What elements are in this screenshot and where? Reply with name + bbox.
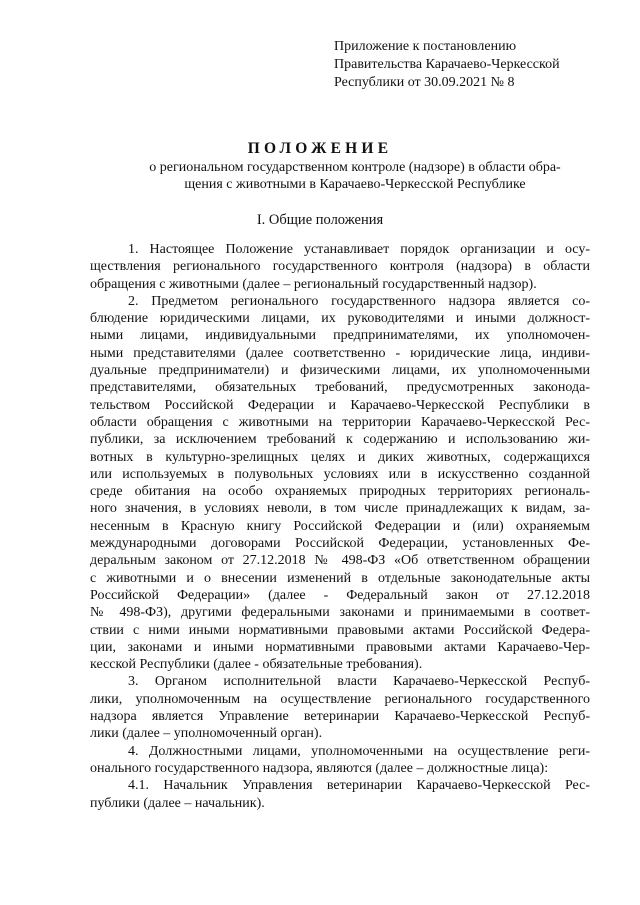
- paragraph-line: онального государственного надзора, являются (далее – должностные лица):: [90, 760, 549, 776]
- paragraph-line: международными договорами Российской Федерации, установленных Фе-: [90, 536, 590, 552]
- section-heading: I. Общие положения: [256, 212, 384, 228]
- subtitle-line: о региональном государственном контроле (надзоре) в области обра-: [149, 160, 561, 175]
- paragraph: [90, 743, 590, 778]
- paragraph: [90, 673, 590, 742]
- paragraph-line: представителями, обязательных требований, предусмотренных законода-: [90, 380, 590, 396]
- paragraph-line: 4.1. Начальник Управления ветеринарии Карачаево-Черкесской Рес-: [128, 778, 590, 794]
- paragraph-line: деральным законом от 27.12.2018 № 498-ФЗ «Об ответственном обращении: [90, 553, 590, 569]
- paragraph: [90, 241, 590, 293]
- paragraph-line: среде обитания на особо охраняемых природных территориях региональ-: [90, 484, 590, 500]
- paragraph-line: публики, за исключением требований к содержанию и использованию жи-: [90, 432, 590, 448]
- document-body: [90, 241, 590, 812]
- paragraph: [90, 293, 590, 674]
- paragraph-line: ного значения, в условиях неволи, в том числе принадлежащих к видам, за-: [90, 501, 590, 517]
- paragraph-line: области обращения с животными на территории Карачаево-Черкесской Рес-: [90, 414, 590, 430]
- paragraph-line: публики (далее – начальник).: [90, 795, 265, 811]
- paragraph-line: несенным в Красную книгу Российской Федерации и (или) охраняемым: [90, 518, 590, 534]
- paragraph-line: 4. Должностными лицами, уполномоченными на осуществление реги-: [128, 743, 590, 759]
- paragraph-line: лики (далее – уполномоченный орган).: [90, 726, 323, 742]
- paragraph-line: с животными и о внесении изменений в отдельные законодательные акты: [90, 570, 590, 586]
- paragraph-line: дуальные предприниматели) и физическими лицами, их уполномоченными: [90, 363, 590, 379]
- paragraph-line: ными представителями (далее соответственно - юридические лица, индиви-: [90, 345, 590, 361]
- document-subtitle: [120, 159, 590, 193]
- paragraph-line: кесской Республики (далее - обязательные требования).: [90, 657, 423, 673]
- paragraph-line: обращения с животными (далее – региональный государственный надзор).: [90, 276, 537, 292]
- document-title: ПОЛОЖЕНИЕ: [247, 140, 393, 157]
- subtitle-line: щения с животными в Карачаево-Черкесской Республике: [184, 177, 526, 192]
- appendix-line: Республики от 30.09.2021 № 8: [334, 75, 515, 90]
- paragraph-line: ции, законами и иными нормативными правовыми актами Карачаево-Чер-: [90, 639, 590, 655]
- paragraph-line: блюдение юридическими лицами, их руководителями и иными должност-: [90, 311, 590, 327]
- paragraph-line: 3. Органом исполнительной власти Карачаево-Черкесской Респуб-: [128, 674, 590, 690]
- paragraph-line: лики, уполномоченным на осуществление регионального государственного: [90, 691, 590, 707]
- paragraph: [90, 777, 590, 812]
- appendix-line: Приложение к постановлению: [334, 39, 517, 54]
- paragraph-line: ствии с ними иными нормативными правовыми актами Российской Федера-: [90, 622, 590, 638]
- paragraph-line: 1. Настоящее Положение устанавливает порядок организации и осу-: [128, 242, 590, 257]
- paragraph-line: надзора является Управление ветеринарии Карачаево-Черкесской Респуб-: [90, 709, 590, 725]
- paragraph-line: ществления регионального государственного контроля (надзора) в области: [90, 259, 590, 275]
- paragraph-line: ными лицами, индивидуальными предпринимателями, их уполномочен-: [90, 328, 590, 344]
- appendix-block: [334, 38, 614, 92]
- paragraph-line: Российской Федерации» (далее - Федеральный закон от 27.12.2018: [90, 587, 590, 603]
- appendix-line: Правительства Карачаево-Черкесской: [334, 57, 560, 72]
- paragraph-line: тельством Российской Федерации и Карачаево-Черкесской Республики в: [90, 397, 590, 413]
- paragraph-line: вотных в культурно-зрелищных целях и диких животных, содержащихся: [90, 449, 590, 465]
- paragraph-line: или используемых в полувольных условиях или в искусственно созданной: [90, 466, 590, 482]
- paragraph-line: № 498-ФЗ), другими федеральными законами и принимаемыми в соответ-: [90, 605, 590, 621]
- paragraph-line: 2. Предметом регионального государственного надзора является со-: [128, 293, 590, 309]
